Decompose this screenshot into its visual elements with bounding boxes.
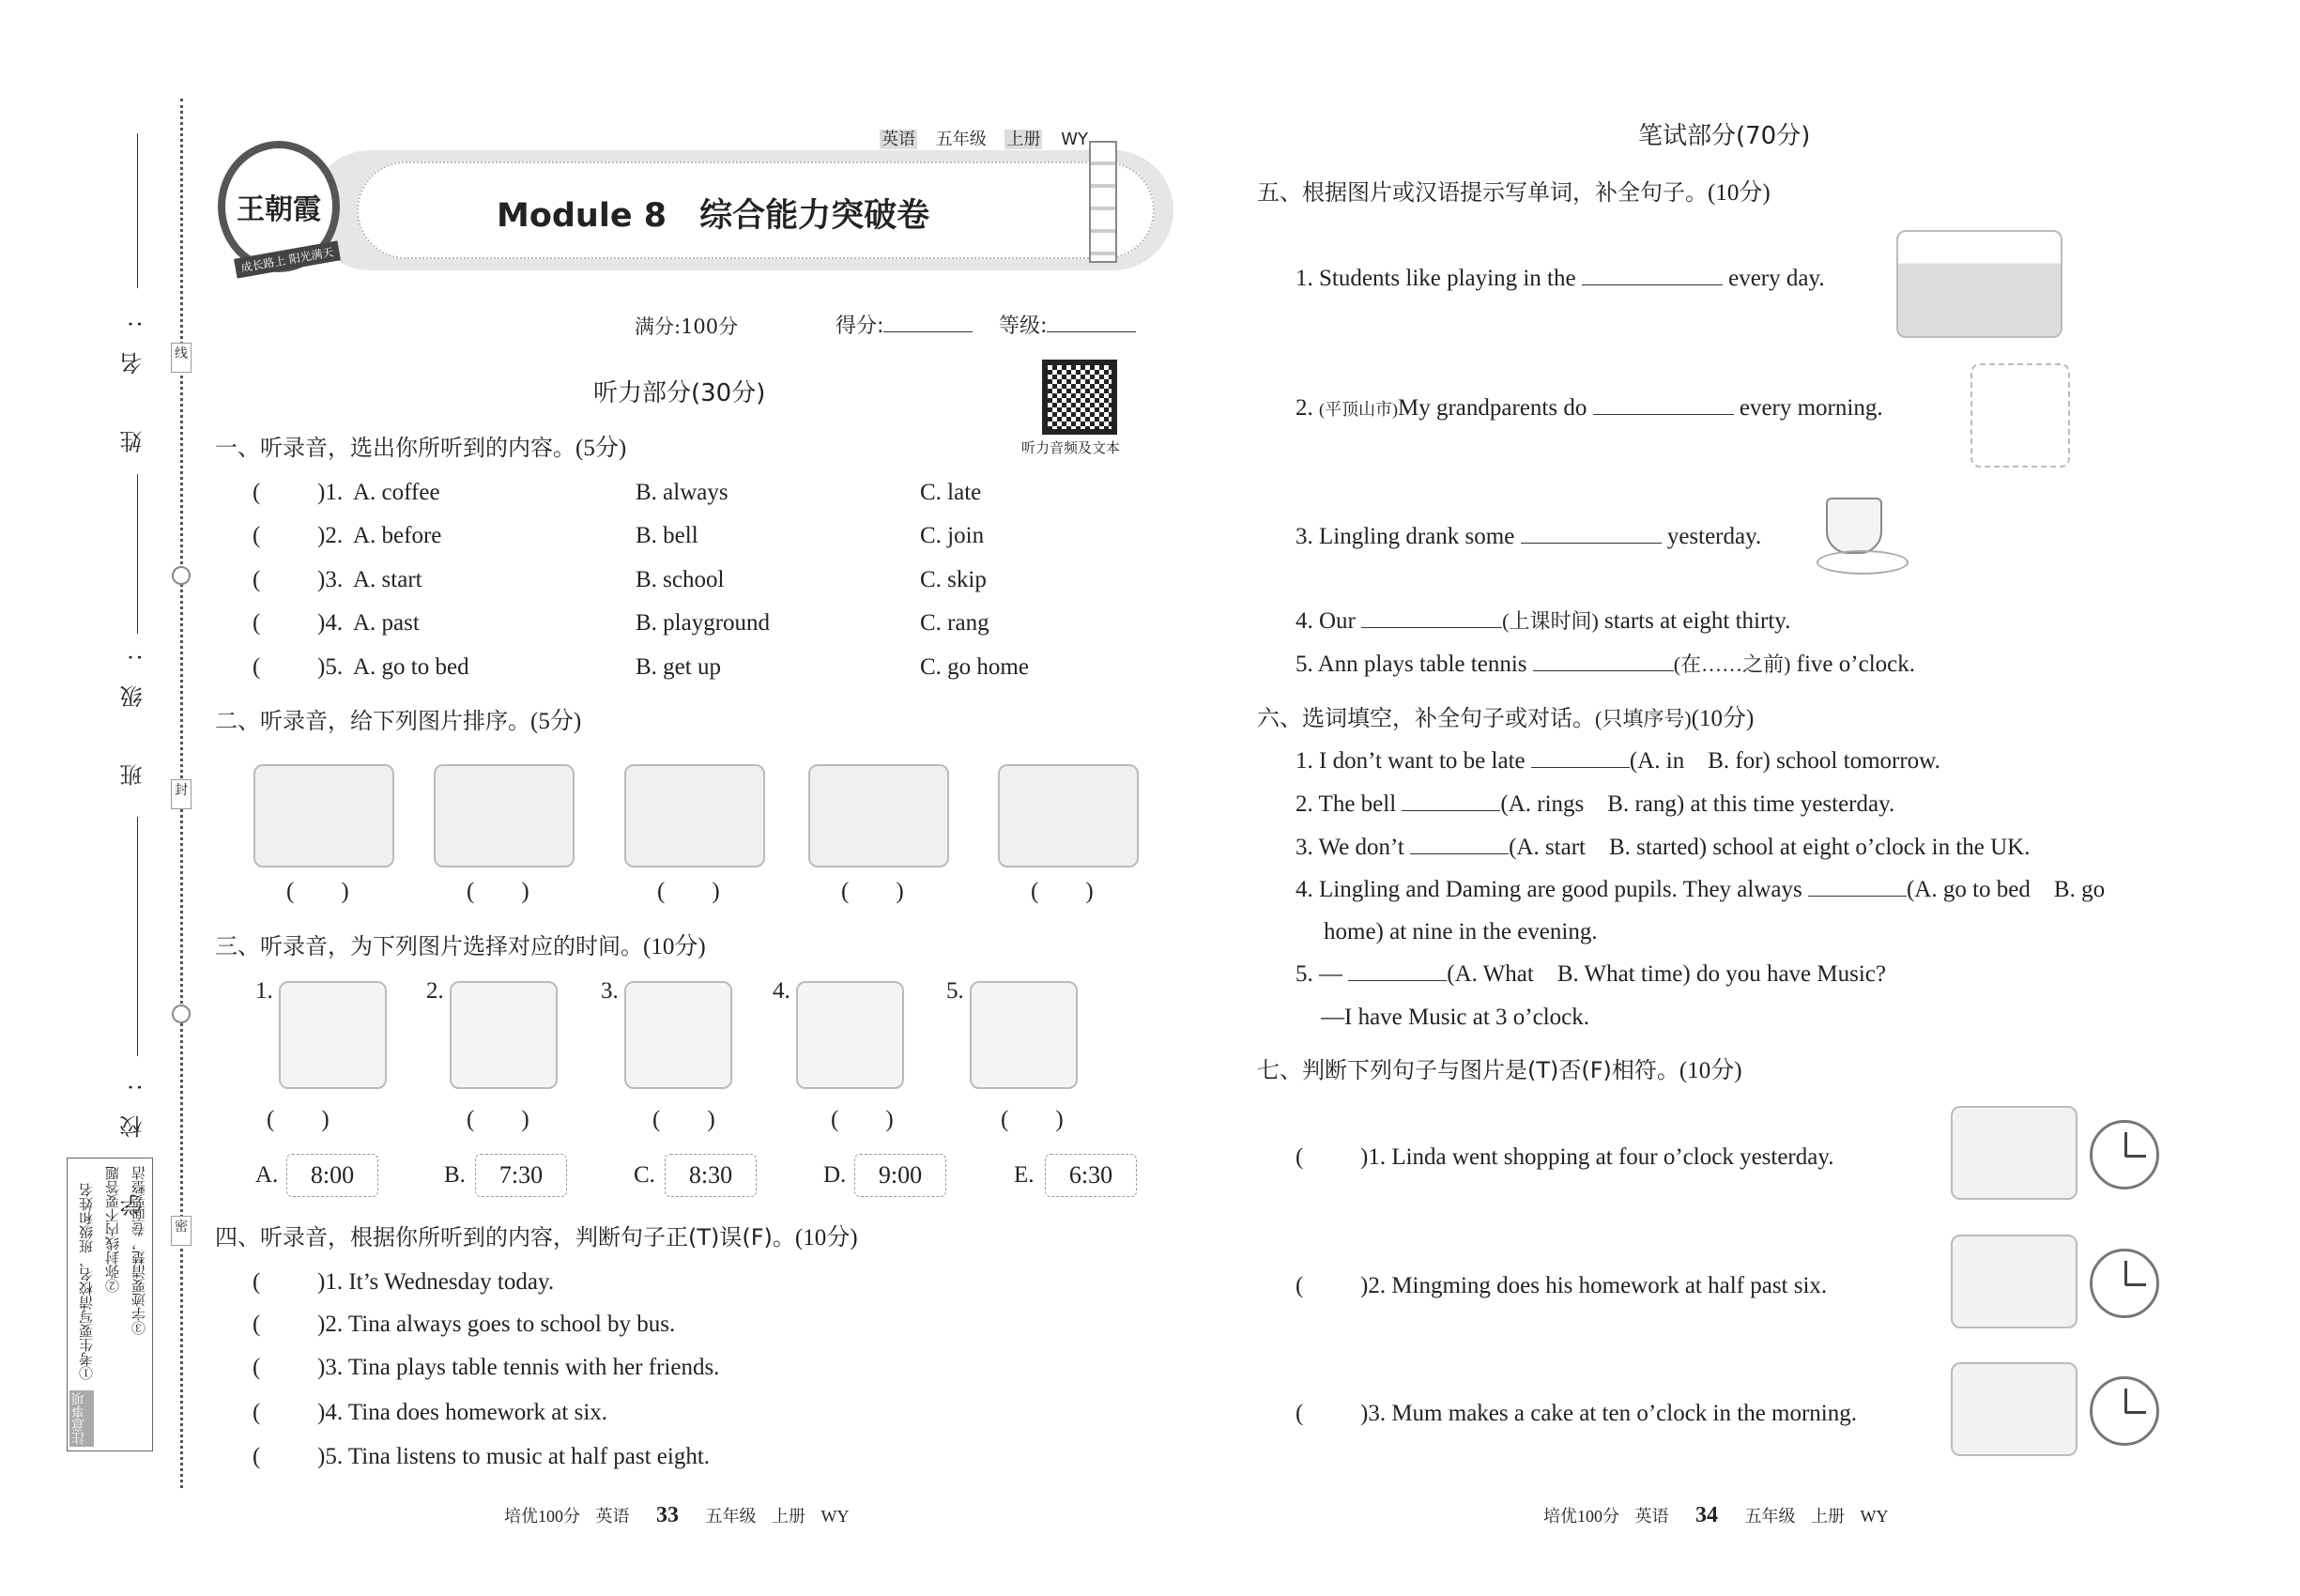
footer-subject: 英语 (595, 1507, 630, 1526)
full-score: 满分:100分 (635, 315, 739, 338)
s1-option-c: C. go home (920, 654, 1029, 680)
section-6-heading (1257, 704, 1754, 733)
score-label-text: 得分: (836, 315, 884, 338)
statement-text: 2. Mingming does his homework at half past six. (1368, 1273, 1828, 1298)
answer-blank[interactable] (1402, 790, 1500, 811)
section-3-heading (215, 932, 706, 961)
s4-statement: )5. Tina listens to music at half past eight. (317, 1444, 711, 1469)
statement-text: 1. Linda went shopping at four o’clock yesterday. (1368, 1144, 1834, 1170)
text: at this time yesterday. (1690, 791, 1895, 817)
s6-item (1296, 747, 1940, 775)
statement-text: 1. It’s Wednesday today. (325, 1269, 555, 1295)
s1-option-a: A. coffee (353, 480, 440, 505)
s3-number: 5. (946, 978, 964, 1004)
s1-option-a: A. before (353, 523, 442, 548)
heading-points: (10分) (643, 934, 706, 959)
name-line[interactable] (137, 133, 138, 288)
s6-item (1296, 834, 2031, 862)
s1-option-b: B. always (636, 480, 728, 505)
brand-logo: 王朝霞 (218, 141, 340, 272)
s4-paren[interactable]: ( (253, 1355, 261, 1380)
footer-edition: WY (820, 1507, 850, 1526)
s3-number: 4. (773, 978, 790, 1004)
meta-grade: 五年级 (935, 130, 987, 149)
heading-points: (10分) (794, 1225, 858, 1251)
statement-text: 3. Tina plays table tennis with her friends. (325, 1355, 720, 1380)
s2-answer-paren[interactable]: ( ) (657, 879, 720, 904)
time-box: 8:30 (665, 1154, 757, 1197)
meta-edition: WY (1061, 130, 1088, 149)
answer-blank[interactable] (1410, 834, 1509, 854)
section-1-heading (215, 434, 626, 463)
s7-statement: )1. Linda went shopping at four o’clock yesterday. (1360, 1144, 1834, 1170)
boy-homework-picture (1951, 1235, 2078, 1328)
s1-option-c: C. skip (920, 567, 987, 592)
page-title: Module 8 综合能力突破卷 (497, 197, 930, 235)
s4-statement: )4. Tina does homework at six. (317, 1400, 608, 1425)
s5-item-3 (1296, 523, 1761, 551)
text: 3. Lingling drank some (1296, 524, 1515, 549)
footer-grade: 五年级 (1744, 1507, 1796, 1526)
item-number: 2. (325, 523, 344, 548)
s1-paren[interactable]: ( (253, 523, 261, 548)
item-number: 3. (325, 567, 344, 592)
s1-paren[interactable]: ( (253, 610, 261, 636)
exercising-kids-picture (624, 764, 765, 867)
s1-option-c: C. rang (920, 610, 989, 636)
s1-paren-close: )2. (317, 523, 344, 548)
qr-code[interactable] (1042, 360, 1117, 435)
statement-text: 3. Mum makes a cake at ten o’clock in the morning. (1368, 1401, 1858, 1426)
s2-answer-paren[interactable]: ( ) (1031, 879, 1094, 904)
s7-paren[interactable]: ( (1296, 1144, 1304, 1170)
s6-item (1296, 960, 1886, 989)
grade-label-text: 等级: (999, 315, 1048, 338)
time-letter: D. (823, 1162, 847, 1188)
class-line[interactable] (137, 474, 138, 634)
text: do you have Music? (1695, 961, 1886, 987)
time-box: 8:00 (286, 1154, 378, 1197)
text: 4. Lingling and Daming are good pupils. They always (1296, 877, 1802, 902)
s3-answer-paren[interactable]: ( ) (267, 1107, 330, 1132)
jump-rope-picture (808, 764, 949, 867)
heading-note: (只填序号) (1595, 707, 1692, 730)
s4-statement: )3. Tina plays table tennis with her friends. (317, 1355, 720, 1380)
heading-text: 三、听录音，为下列图片选择对应的时间。 (215, 933, 643, 959)
item-number: 1. (325, 480, 344, 505)
grade-label (999, 310, 1136, 339)
footer-grade: 五年级 (705, 1507, 757, 1526)
mum-cooking-picture (1951, 1362, 2078, 1456)
answer-blank[interactable] (1348, 960, 1447, 981)
text: My grandparents do (1398, 395, 1587, 421)
book-meta (880, 126, 1088, 150)
time-letter: B. (444, 1162, 466, 1188)
notice-title: 注意事项 (69, 1390, 94, 1447)
s5-item-1 (1296, 265, 1825, 293)
text: 1. I don’t want to be late (1296, 748, 1526, 774)
answer-blank[interactable] (1521, 523, 1662, 544)
class-label: 班 级: (120, 629, 146, 787)
text: school at eight o’clock in the UK. (1712, 835, 2031, 860)
s5-item-5 (1296, 651, 1915, 679)
s1-option-b: B. school (636, 567, 725, 592)
options: (A. start B. started) (1509, 835, 1708, 860)
text: 2. (1296, 395, 1319, 421)
s5-item-2 (1296, 394, 1883, 423)
text: 4. Our (1296, 608, 1356, 634)
options: (A. rings B. rang) (1500, 791, 1685, 817)
section-7-heading (1257, 1056, 1742, 1085)
answer-blank[interactable] (1593, 394, 1734, 415)
s1-option-b: B. get up (636, 654, 721, 680)
s5-item-4 (1296, 607, 1790, 636)
boy-cycling-picture (970, 981, 1078, 1089)
options: (A. in B. for) (1629, 748, 1771, 774)
cut-mark: 线 (171, 343, 192, 373)
school-line[interactable] (137, 817, 138, 1056)
heading-points: (10分) (1691, 706, 1755, 731)
s6-item-5-answer: —I have Music at 3 o’clock. (1321, 1005, 1590, 1030)
s1-option-b: B. playground (636, 610, 771, 636)
footer-brand: 培优100分 (1543, 1507, 1619, 1526)
s4-paren[interactable]: ( (253, 1400, 261, 1425)
heading-text: 一、听录音，选出你所听到的内容。 (215, 435, 575, 461)
footer-term: 上册 (1811, 1507, 1845, 1526)
answer-blank[interactable] (1582, 265, 1723, 285)
text: starts at eight thirty. (1604, 608, 1791, 634)
s1-paren-close: )3. (317, 567, 344, 592)
footer-left (504, 1503, 850, 1528)
heading-text: 四、听录音，根据你所听到的内容，判断句子正(T)误(F)。 (215, 1224, 795, 1251)
heading-points: (5分) (575, 436, 627, 461)
notice-item: ②弥封线内不要答题 (104, 1166, 121, 1293)
s3-number: 2. (426, 978, 444, 1004)
time-box: 7:30 (475, 1154, 567, 1197)
name-label: 姓 名: (120, 296, 146, 453)
grade-field[interactable] (1047, 312, 1136, 332)
s4-statement: )2. Tina always goes to school by bus. (317, 1312, 676, 1337)
s4-paren[interactable]: ( (253, 1312, 261, 1337)
footer-right (1543, 1503, 1889, 1528)
heading-text: 五、根据图片或汉语提示写单词，补全句子。 (1257, 179, 1708, 206)
answer-blank[interactable] (1808, 876, 1907, 897)
s1-paren[interactable]: ( (253, 567, 261, 592)
score-field[interactable] (883, 312, 973, 332)
clock-icon (2090, 1120, 2159, 1189)
s2-answer-paren[interactable]: ( ) (841, 879, 904, 904)
s2-answer-paren[interactable]: ( ) (467, 879, 529, 904)
exercising-grandparents-picture (1970, 363, 2070, 468)
text: 1. Students like playing in the (1296, 266, 1576, 291)
page-number: 34 (1695, 1503, 1718, 1527)
tea-cup-picture (1817, 498, 1910, 578)
heading-text: 二、听录音，给下列图片排序。 (215, 708, 530, 734)
notice-item: ③字迹要清楚，卷面要整洁 (130, 1166, 147, 1335)
heading-text: 六、选词填空，补全句子或对话。 (1257, 705, 1595, 731)
s3-answer-paren[interactable]: ( ) (467, 1107, 529, 1132)
cut-mark: 封 (171, 779, 192, 809)
heading-points: (10分) (1679, 1058, 1742, 1083)
s3-number: 3. (601, 978, 619, 1004)
classroom-picture (998, 764, 1139, 867)
text: 3. We don’t (1296, 835, 1404, 860)
statement-text: 4. Tina does homework at six. (325, 1400, 608, 1425)
notice-box (67, 1158, 153, 1451)
playground-scene-picture (253, 764, 394, 867)
boy-watching-tv-picture (450, 981, 558, 1089)
footer-term: 上册 (772, 1507, 805, 1526)
s1-option-c: C. late (920, 480, 982, 505)
clock-icon (2090, 1376, 2159, 1446)
s3-answer-paren[interactable]: ( ) (1001, 1107, 1064, 1132)
s2-answer-paren[interactable]: ( ) (286, 879, 349, 904)
listening-title: 听力部分(30分) (593, 379, 766, 407)
page-number: 33 (656, 1503, 679, 1527)
footer-subject: 英语 (1634, 1507, 1669, 1526)
heading-points: (5分) (530, 709, 582, 734)
writing-title: 笔试部分(70分) (1638, 122, 1811, 150)
text: 5. — (1296, 961, 1342, 987)
girl-reading-picture (796, 981, 904, 1089)
time-box: 9:00 (854, 1154, 946, 1197)
time-letter: A. (255, 1162, 279, 1188)
chinese-hint: (上课时间) (1502, 609, 1599, 633)
s3-answer-paren[interactable]: ( ) (652, 1107, 715, 1132)
time-box: 6:30 (1045, 1154, 1137, 1197)
s1-option-a: A. start (353, 567, 422, 592)
text: five o’clock. (1796, 652, 1915, 677)
answer-blank[interactable] (1533, 651, 1674, 671)
cut-mark: 密 (171, 1216, 192, 1246)
item-number: 4. (325, 610, 344, 636)
s6-item (1296, 876, 2105, 904)
s6-item-4-continuation: home) at nine in the evening. (1324, 919, 1598, 944)
binding-hole (172, 566, 191, 585)
s1-option-a: A. go to bed (353, 654, 469, 680)
chinese-hint: (在……之前) (1673, 652, 1791, 676)
section-4-heading (215, 1223, 858, 1252)
s7-statement: )3. Mum makes a cake at ten o’clock in the morning. (1360, 1401, 1858, 1426)
section-5-heading (1257, 178, 1771, 207)
text: school tomorrow. (1776, 748, 1940, 774)
s6-item (1296, 790, 1894, 819)
item-number: 5. (325, 654, 344, 680)
statement-text: 5. Tina listens to music at half past eight. (325, 1444, 711, 1469)
school-label: 学 校: (120, 1059, 146, 1217)
clock-icon (2090, 1249, 2159, 1318)
s4-paren[interactable]: ( (253, 1444, 261, 1469)
lighthouse-icon (1089, 141, 1117, 263)
text: yesterday. (1666, 524, 1762, 549)
s1-option-b: B. bell (636, 523, 698, 548)
options: (A. go to bed B. go (1906, 877, 2106, 902)
score-label (836, 310, 973, 339)
time-letter: E. (1014, 1162, 1035, 1188)
s3-number: 1. (255, 978, 273, 1004)
footer-edition: WY (1860, 1507, 1889, 1526)
s3-answer-paren[interactable]: ( ) (831, 1107, 894, 1132)
s1-paren[interactable]: ( (253, 654, 261, 680)
s7-paren[interactable]: ( (1296, 1273, 1304, 1298)
notice-item: ①考生要写清校名、班级和姓名 (78, 1183, 95, 1380)
s1-option-c: C. join (920, 523, 985, 548)
s7-statement: )2. Mingming does his homework at half past six. (1360, 1273, 1828, 1298)
heading-text: 七、判断下列句子与图片是(T)否(F)相符。 (1257, 1057, 1679, 1083)
s7-paren[interactable]: ( (1296, 1401, 1304, 1426)
playground-picture (1896, 230, 2062, 338)
answer-blank[interactable] (1531, 747, 1630, 768)
text: 5. Ann plays table tennis (1296, 652, 1527, 677)
qr-caption: 听力音频及文本 (1021, 439, 1121, 456)
meta-subject: 英语 (882, 130, 915, 149)
s1-paren[interactable]: ( (253, 480, 261, 505)
s1-option-a: A. past (353, 610, 420, 636)
binding-hole (172, 1005, 191, 1023)
s4-statement: )1. It’s Wednesday today. (317, 1269, 555, 1295)
statement-text: 2. Tina always goes to school by bus. (325, 1312, 676, 1337)
text: every morning. (1739, 395, 1883, 421)
meta-term: 上册 (1006, 130, 1041, 149)
text: every day. (1728, 266, 1825, 291)
sleeping-person-picture (1951, 1106, 2078, 1200)
section-2-heading (215, 707, 581, 736)
girl-studying-picture (279, 981, 387, 1089)
region-tag: (平顶山市) (1319, 400, 1398, 419)
footer-brand: 培优100分 (504, 1507, 580, 1526)
heading-points: (10分) (1708, 180, 1771, 206)
time-letter: C. (634, 1162, 655, 1188)
s1-paren-close: )5. (317, 654, 344, 680)
logo-slogan: 成长路上 阳光满天 (234, 240, 341, 278)
s1-paren-close: )1. (317, 480, 344, 505)
options: (A. What B. What time) (1447, 961, 1691, 987)
boy-in-bed-picture (624, 981, 732, 1089)
sleeping-girl-picture (434, 764, 575, 867)
answer-blank[interactable] (1361, 607, 1502, 628)
text: 2. The bell (1296, 791, 1397, 817)
s1-paren-close: )4. (317, 610, 344, 636)
s4-paren[interactable]: ( (253, 1269, 261, 1295)
